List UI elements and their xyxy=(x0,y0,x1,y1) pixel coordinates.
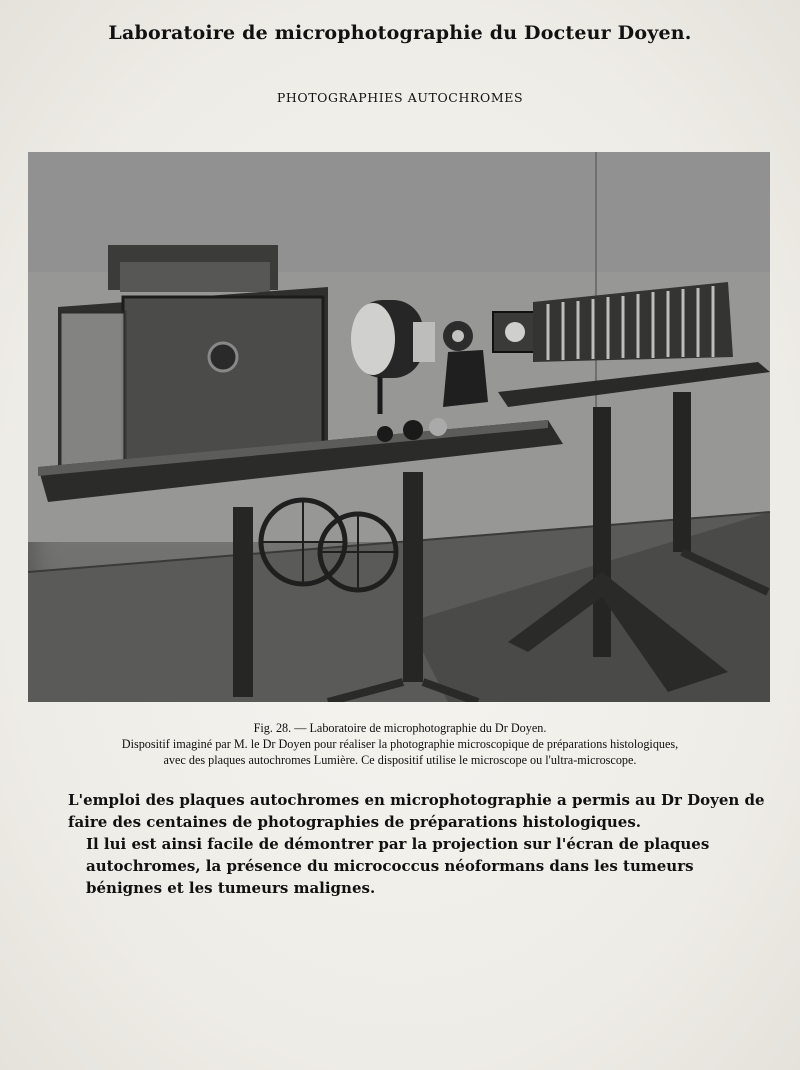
figure-caption-line: avec des plaques autochromes Lumière. Ce dispositif utilise le microscope ou l'ultra-microscope. xyxy=(163,753,637,767)
microphotography-apparatus-illustration xyxy=(28,152,770,702)
page-subtitle: PHOTOGRAPHIES AUTOCHROMES xyxy=(276,90,524,105)
figure-photograph xyxy=(28,152,770,702)
figure-caption-line: Dispositif imaginé par M. le Dr Doyen pour réaliser la photographie microscopique de préparations histologiques, xyxy=(121,737,679,751)
figure-caption-title: Fig. 28. — Laboratoire de microphotographie du Dr Doyen. xyxy=(253,721,547,735)
page-title: Laboratoire de microphotographie du Docteur Doyen. xyxy=(108,22,692,44)
body-paragraph-1: L'emploi des plaques autochromes en microphotographie a permis au Dr Doyen de faire des centaines de photographies de préparations histologiques. xyxy=(68,791,765,831)
body-paragraph-2: Il lui est ainsi facile de démontrer par la projection sur l'écran de plaques autochromes, la présence du micrococcus néoformans dans les tumeurs bénignes et les tumeurs malignes. xyxy=(86,835,710,897)
